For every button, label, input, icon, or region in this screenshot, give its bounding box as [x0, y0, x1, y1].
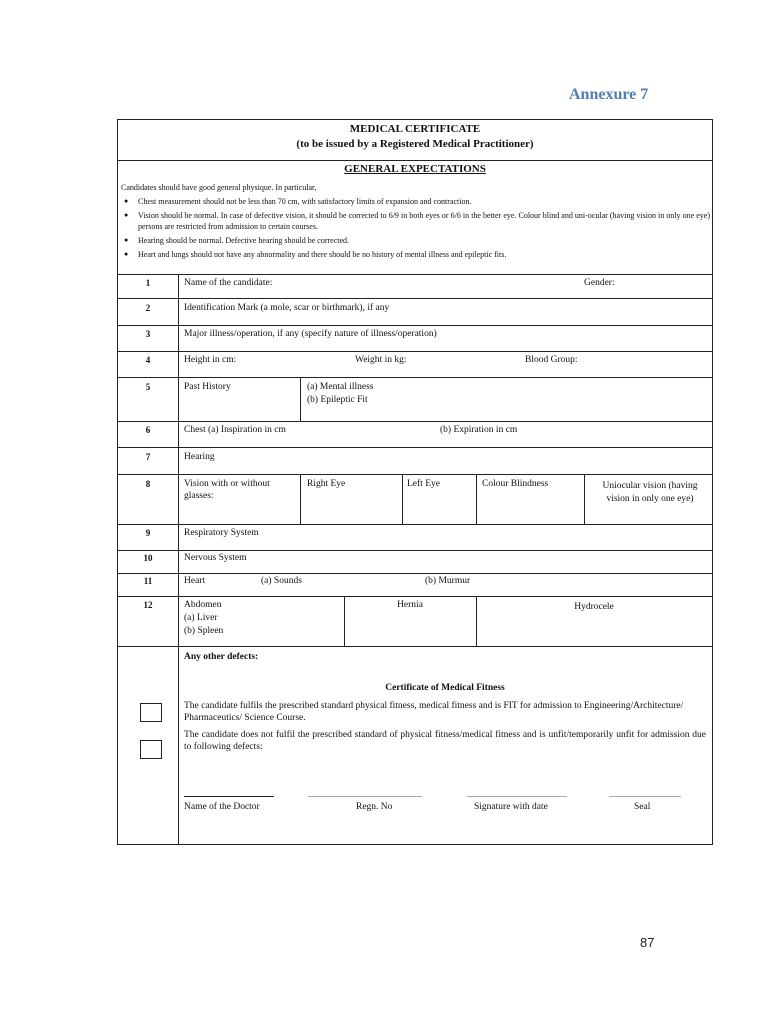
- list-item: ● Heart and lungs should not have any abnormality and there should be no history of mental illness and epileptic fits.: [124, 249, 710, 260]
- row-divider: [118, 421, 712, 422]
- row-divider: [118, 573, 712, 574]
- regn-signature-line: [308, 796, 422, 797]
- heart-label: Heart: [184, 576, 206, 586]
- right-eye-label: Right Eye: [307, 479, 346, 489]
- fit-checkbox[interactable]: [140, 703, 162, 722]
- row-number: 4: [145, 355, 151, 365]
- blood-group-label: Blood Group:: [525, 355, 578, 365]
- major-illness-label: Major illness/operation, if any (specify nature of illness/operation): [184, 329, 437, 339]
- row-divider: [118, 524, 712, 525]
- row-divider: [118, 298, 712, 299]
- hydrocele-label: Hydrocele: [574, 602, 614, 612]
- abdomen-label: Abdomen: [184, 600, 222, 610]
- row-number: 1: [145, 278, 151, 288]
- doctor-signature-line: [184, 796, 274, 797]
- row-divider: [118, 646, 712, 647]
- row-divider: [118, 550, 712, 551]
- column-divider: [300, 474, 301, 524]
- colour-blindness-label: Colour Blindness: [482, 479, 549, 489]
- mental-illness-label: (a) Mental illness: [307, 382, 374, 392]
- height-label: Height in cm:: [184, 355, 237, 365]
- hernia-label: Hernia: [397, 600, 423, 610]
- candidate-name-label: Name of the candidate:: [184, 278, 273, 288]
- row-number: 6: [145, 425, 151, 435]
- chest-inspiration-label: Chest (a) Inspiration in cm: [184, 425, 286, 435]
- row-divider: [118, 325, 712, 326]
- unfit-statement: The candidate does not fulfil the prescribed standard of physical fitness/medical fitness and is unfit/temporarily unfit for admission due to following defects:: [184, 730, 706, 752]
- vision-label: Vision with or without glasses:: [184, 479, 270, 501]
- row-number: 8: [145, 479, 151, 489]
- medical-certificate-form: [117, 119, 713, 845]
- row-number: 7: [145, 452, 151, 462]
- doctor-name-label: Name of the Doctor: [184, 802, 260, 812]
- form-title: MEDICAL CERTIFICATE: [349, 123, 481, 135]
- nervous-system-label: Nervous System: [184, 553, 247, 563]
- list-item: ● Chest measurement should not be less than 70 cm, with satisfactory limits of expansion and contraction.: [124, 196, 710, 207]
- row-divider: [118, 377, 712, 378]
- column-divider: [178, 274, 179, 845]
- hearing-label: Hearing: [184, 452, 215, 462]
- unfit-checkbox[interactable]: [140, 740, 162, 759]
- gender-label: Gender:: [584, 278, 615, 288]
- row-number: 9: [145, 528, 151, 538]
- seal-label: Seal: [634, 802, 651, 812]
- left-eye-label: Left Eye: [407, 479, 440, 489]
- row-number: 12: [143, 600, 153, 610]
- fit-statement: The candidate fulfils the prescribed standard physical fitness, medical fitness and is FIT for admission to Engineering/Architecture/ Pharmaceutics/ Science Course.: [184, 701, 684, 723]
- list-item: ● Vision should be normal. In case of defective vision, it should be corrected to 6/9 in both eyes or 6/6 in the better eye. Colour blind and uni-ocular (having vision in only one eye) persons are restricted from admission to certain courses.: [124, 210, 710, 232]
- row-number: 5: [145, 382, 151, 392]
- list-item: ● Hearing should be normal. Defective hearing should be corrected.: [124, 235, 710, 246]
- identification-mark-label: Identification Mark (a mole, scar or birthmark), if any: [184, 303, 390, 313]
- row-number: 10: [143, 553, 153, 563]
- row-divider: [118, 596, 712, 597]
- page-number: 87: [640, 935, 655, 950]
- column-divider: [300, 377, 301, 421]
- chest-expiration-label: (b) Expiration in cm: [440, 425, 518, 435]
- row-divider: [118, 351, 712, 352]
- epileptic-fit-label: (b) Epileptic Fit: [307, 395, 368, 405]
- row-number: 3: [145, 329, 151, 339]
- signature-date-line: [467, 796, 567, 797]
- other-defects-label: Any other defects:: [184, 652, 259, 662]
- column-divider: [402, 474, 403, 524]
- heart-murmur-label: (b) Murmur: [425, 576, 471, 586]
- row-divider: [118, 274, 712, 275]
- regn-no-label: Regn. No: [356, 802, 393, 812]
- weight-label: Weight in kg:: [355, 355, 407, 365]
- signature-date-label: Signature with date: [474, 802, 548, 812]
- liver-label: (a) Liver: [184, 613, 218, 623]
- expectations-title: GENERAL EXPECTATIONS: [344, 163, 486, 175]
- row-number: 2: [145, 303, 151, 313]
- column-divider: [476, 474, 477, 524]
- heart-sounds-label: (a) Sounds: [261, 576, 302, 586]
- spleen-label: (b) Spleen: [184, 626, 224, 636]
- row-divider: [118, 474, 712, 475]
- fitness-certificate-title: Certificate of Medical Fitness: [385, 683, 505, 693]
- form-subtitle: (to be issued by a Registered Medical Practitioner): [296, 138, 534, 150]
- form-header: [118, 120, 712, 161]
- seal-signature-line: [609, 796, 681, 797]
- column-divider: [584, 474, 585, 524]
- annexure-label: Annexure 7: [569, 86, 649, 103]
- respiratory-system-label: Respiratory System: [184, 528, 259, 538]
- row-divider: [118, 447, 712, 448]
- uniocular-vision-label: Uniocular vision (having vision in only one eye): [602, 481, 698, 504]
- past-history-label: Past History: [184, 382, 231, 392]
- expectations-intro: Candidates should have good general physique. In particular,: [121, 183, 317, 192]
- row-number: 11: [143, 576, 153, 586]
- expectations-list: [124, 196, 710, 263]
